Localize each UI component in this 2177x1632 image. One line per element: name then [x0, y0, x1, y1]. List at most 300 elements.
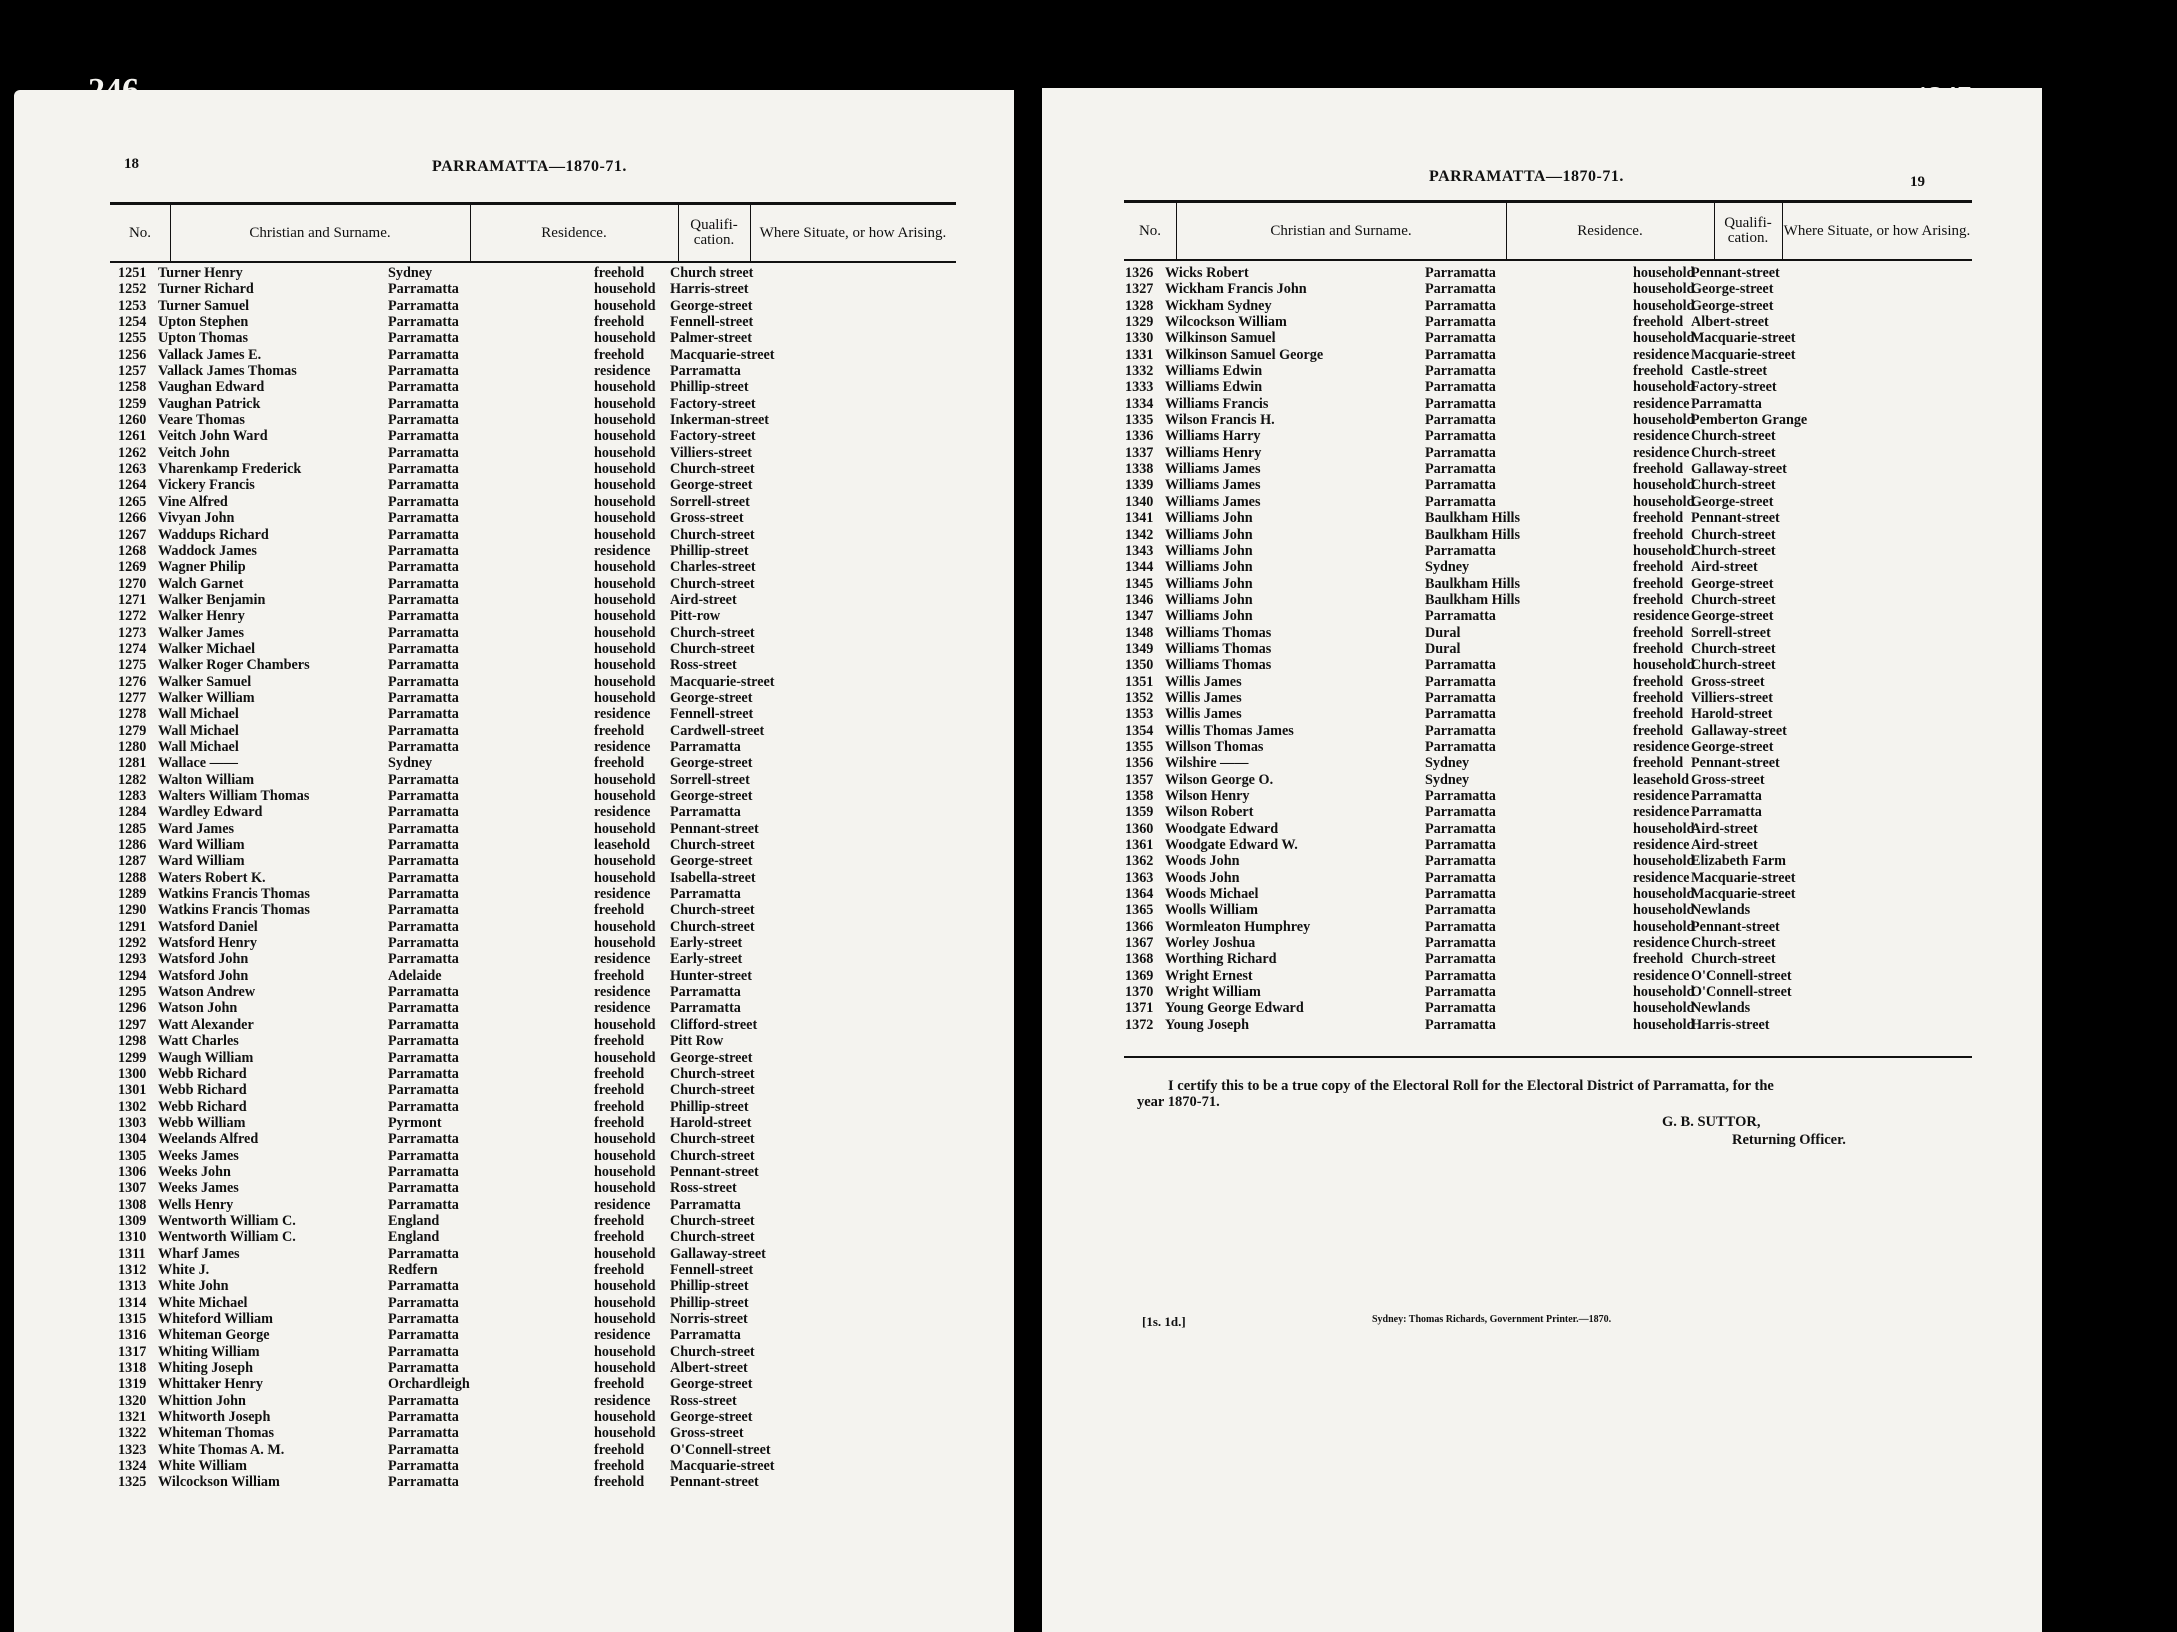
entry-qualification: household [594, 657, 656, 674]
entry-number: 1263 [118, 461, 147, 478]
entry-name: Wickham Francis John [1165, 281, 1307, 298]
entry-qualification: household [594, 1147, 656, 1164]
entry-qualification: freehold [1633, 755, 1684, 772]
entry-where: Parramatta [1691, 788, 1762, 804]
entry-qualification: residence [594, 951, 651, 968]
table-row [118, 1050, 958, 1066]
entry-residence: Parramatta [388, 428, 459, 445]
entry-name: Upton Thomas [158, 330, 249, 347]
entry-name: Ward James [158, 820, 235, 837]
entry-where: Parramatta [670, 804, 741, 821]
entry-where: Harold-street [670, 1114, 752, 1131]
entry-where: Ross-street [670, 1392, 737, 1409]
entry-where: Pennant-street [1691, 755, 1780, 772]
entry-where: Gallaway-street [1691, 461, 1787, 478]
entry-name: Watkins Francis Thomas [158, 886, 310, 903]
entry-residence: Parramatta [1425, 984, 1496, 1001]
table-row [118, 1000, 958, 1016]
table-row [118, 445, 958, 461]
entry-number: 1284 [118, 804, 147, 821]
entry-number: 1299 [118, 1049, 147, 1066]
table-row [118, 1409, 958, 1425]
table-row [118, 1229, 958, 1245]
entry-residence: Parramatta [388, 673, 459, 690]
table-row [1125, 527, 1965, 543]
entry-residence: Parramatta [1425, 461, 1496, 478]
entry-residence: Parramatta [388, 1082, 459, 1099]
table-row [118, 723, 958, 739]
table-row [1125, 935, 1965, 951]
entry-qualification: household [594, 428, 656, 445]
entry-qualification: freehold [1633, 526, 1684, 543]
table-row [1125, 690, 1965, 706]
entry-name: Whiteford William [158, 1311, 273, 1327]
table-row [118, 739, 958, 755]
entry-where: George-street [670, 477, 753, 494]
entry-number: 1276 [118, 673, 147, 690]
entry-name: Walker Samuel [158, 673, 252, 690]
entry-number: 1252 [118, 281, 147, 298]
entry-qualification: freehold [1633, 624, 1684, 641]
entry-number: 1370 [1125, 984, 1154, 1001]
entry-name: Walker Benjamin [158, 591, 266, 608]
entry-name: Whitworth Joseph [158, 1409, 271, 1426]
table-row [1125, 576, 1965, 592]
entry-name: Worthing Richard [1165, 951, 1277, 968]
table-row [118, 592, 958, 608]
entry-where: Fennell-street [670, 1261, 754, 1278]
entry-qualification: household [1633, 412, 1695, 429]
entry-qualification: household [594, 689, 656, 706]
entry-number: 1283 [118, 788, 147, 804]
entry-qualification: household [1633, 984, 1695, 1001]
entry-number: 1347 [1125, 608, 1154, 625]
entry-qualification: freehold [594, 1376, 645, 1393]
entry-where: George-street [670, 755, 753, 772]
entry-qualification: freehold [1633, 575, 1684, 592]
entry-number: 1329 [1125, 314, 1154, 331]
entry-name: Watsford Henry [158, 935, 257, 952]
entry-name: Vaughan Edward [158, 379, 265, 396]
table-row [118, 1131, 958, 1147]
entry-where: Hunter-street [670, 967, 752, 984]
entry-qualification: residence [1633, 444, 1690, 461]
entry-number: 1349 [1125, 640, 1154, 657]
table-row [118, 1327, 958, 1343]
entry-qualification: residence [594, 1196, 651, 1213]
entry-qualification: residence [1633, 738, 1690, 755]
table-row [118, 837, 958, 853]
entry-qualification: household [594, 1409, 656, 1426]
table-header [1124, 200, 1972, 261]
entry-number: 1261 [118, 428, 147, 445]
entry-residence: Parramatta [388, 640, 459, 657]
entry-residence: Parramatta [388, 1180, 459, 1197]
entry-number: 1371 [1125, 1000, 1154, 1017]
entry-number: 1310 [118, 1229, 147, 1246]
entry-qualification: household [594, 1278, 656, 1295]
table-row [1125, 853, 1965, 869]
entry-name: Wall Michael [158, 722, 239, 739]
entry-name: Wright William [1165, 984, 1261, 1001]
entry-residence: Parramatta [388, 363, 459, 380]
entry-residence: Parramatta [388, 1327, 459, 1344]
entry-name: Webb Richard [158, 1065, 247, 1082]
table-row [118, 379, 958, 395]
entry-residence: Pyrmont [388, 1114, 442, 1131]
entry-number: 1353 [1125, 706, 1154, 723]
entry-number: 1269 [118, 559, 147, 576]
table-row [118, 494, 958, 510]
entry-where: Sorrell-street [1691, 624, 1771, 641]
entry-qualification: household [594, 1049, 656, 1066]
entry-qualification: household [594, 591, 656, 608]
table-row [1125, 510, 1965, 526]
entry-where: Church-street [670, 640, 755, 657]
entry-residence: Sydney [388, 755, 433, 772]
header-qualification: Qualifi-cation. [678, 205, 751, 261]
entry-where: Church-street [1691, 542, 1776, 559]
entry-qualification: household [594, 1343, 656, 1360]
entry-where: Albert-street [1691, 314, 1769, 331]
entry-qualification: residence [594, 804, 651, 821]
entry-residence: Dural [1425, 624, 1461, 641]
entry-residence: Sydney [1425, 755, 1470, 772]
entry-residence: Parramatta [1425, 657, 1496, 674]
entry-where: Parramatta [670, 886, 741, 903]
entry-qualification: freehold [1633, 689, 1684, 706]
entry-number: 1266 [118, 510, 147, 527]
entry-residence: Parramatta [1425, 689, 1496, 706]
entry-residence: Parramatta [388, 771, 459, 788]
entry-name: Williams James [1165, 493, 1261, 510]
entry-number: 1318 [118, 1360, 147, 1377]
entry-residence: Parramatta [388, 1196, 459, 1213]
entry-where: Aird-street [1691, 820, 1758, 837]
entry-name: Woodgate Edward [1165, 820, 1279, 837]
table-row [118, 935, 958, 951]
entry-number: 1327 [1125, 281, 1154, 298]
entry-where: Church-street [670, 1343, 755, 1360]
entry-name: Vharenkamp Frederick [158, 461, 302, 478]
entry-where: George-street [670, 1409, 753, 1426]
entry-name: Wentworth William C. [158, 1212, 296, 1229]
entry-number: 1282 [118, 771, 147, 788]
table-row [1125, 968, 1965, 984]
entry-number: 1362 [1125, 853, 1154, 870]
entry-residence: Adelaide [388, 967, 442, 984]
entry-number: 1253 [118, 297, 147, 314]
entry-where: Sorrell-street [670, 771, 750, 788]
entry-qualification: household [594, 640, 656, 657]
divider [1124, 1056, 1972, 1058]
entry-qualification: household [594, 1294, 656, 1311]
entry-number: 1333 [1125, 379, 1154, 396]
entry-qualification: household [1633, 886, 1695, 903]
entry-residence: Parramatta [388, 1245, 459, 1262]
table-row [118, 657, 958, 673]
entry-number: 1304 [118, 1131, 147, 1148]
entry-qualification: freehold [1633, 591, 1684, 608]
entry-where: Newlands [1691, 902, 1751, 919]
entry-number: 1287 [118, 853, 147, 870]
table-row [118, 886, 958, 902]
entry-qualification: household [594, 1016, 656, 1033]
entry-residence: Parramatta [1425, 542, 1496, 559]
entry-number: 1275 [118, 657, 147, 674]
entry-number: 1332 [1125, 363, 1154, 380]
entry-number: 1369 [1125, 967, 1154, 984]
entry-where: George-street [670, 1049, 753, 1066]
entry-name: Veitch John Ward [158, 428, 268, 445]
entry-name: Willis James [1165, 689, 1242, 706]
entry-qualification: residence [1633, 837, 1690, 854]
table-row [1125, 281, 1965, 297]
entry-where: Church-street [1691, 935, 1776, 952]
entry-name: Whiting Joseph [158, 1360, 254, 1377]
entry-number: 1297 [118, 1016, 147, 1033]
entry-number: 1307 [118, 1180, 147, 1197]
table-row [118, 1474, 958, 1490]
entry-residence: Parramatta [388, 1049, 459, 1066]
entry-where: Pitt-row [670, 608, 721, 625]
entry-name: Woolls William [1165, 902, 1258, 919]
entry-residence: Parramatta [388, 853, 459, 870]
entry-where: O'Connell-street [1691, 984, 1792, 1001]
entry-number: 1262 [118, 444, 147, 461]
entry-number: 1255 [118, 330, 147, 347]
entry-name: Walker William [158, 689, 255, 706]
entry-residence: England [388, 1229, 440, 1246]
entry-where: Gallaway-street [670, 1245, 766, 1262]
entry-qualification: freehold [594, 967, 645, 984]
entry-name: Watkins Francis Thomas [158, 902, 310, 919]
entry-qualification: household [594, 771, 656, 788]
entry-name: Watsford John [158, 967, 249, 984]
entry-number: 1346 [1125, 591, 1154, 608]
entry-residence: Parramatta [1425, 379, 1496, 396]
entry-number: 1320 [118, 1392, 147, 1409]
table-row [118, 1344, 958, 1360]
entry-qualification: residence [1633, 869, 1690, 886]
entry-where: Parramatta [670, 984, 741, 1001]
entry-qualification: household [594, 1425, 656, 1442]
table-row [1125, 788, 1965, 804]
entry-qualification: household [1633, 281, 1695, 298]
table-row [118, 477, 958, 493]
entry-number: 1368 [1125, 951, 1154, 968]
table-row [1125, 379, 1965, 395]
entry-name: Vine Alfred [158, 493, 228, 510]
entry-name: Whiteman Thomas [158, 1425, 275, 1442]
entry-qualification: household [594, 575, 656, 592]
entry-where: Pemberton Grange [1691, 412, 1808, 429]
entry-where: Macquarie-street [670, 1458, 775, 1475]
table-row [118, 1115, 958, 1131]
entry-number: 1356 [1125, 755, 1154, 772]
entry-qualification: freehold [594, 1033, 645, 1050]
entry-name: Weeks John [158, 1163, 231, 1180]
entry-name: Woods John [1165, 853, 1240, 870]
entry-where: Macquarie-street [1691, 869, 1796, 886]
running-head: PARRAMATTA—1870-71. [1429, 168, 1624, 185]
entry-where: Church-street [670, 1082, 755, 1099]
entry-residence: Parramatta [388, 1441, 459, 1458]
entry-qualification: household [594, 918, 656, 935]
entry-where: Fennell-street [670, 314, 754, 331]
entry-name: Williams John [1165, 510, 1253, 527]
entry-qualification: household [594, 673, 656, 690]
entry-qualification: household [1633, 297, 1695, 314]
table-row [118, 1066, 958, 1082]
table-row [1125, 902, 1965, 918]
entry-residence: Parramatta [1425, 281, 1496, 298]
entry-where: Clifford-street [670, 1016, 758, 1033]
entry-where: Isabella-street [670, 869, 756, 886]
entry-number: 1328 [1125, 297, 1154, 314]
entry-number: 1345 [1125, 575, 1154, 592]
entry-where: Church-street [1691, 428, 1776, 445]
entry-qualification: household [594, 869, 656, 886]
entry-residence: Parramatta [388, 379, 459, 396]
table-row [1125, 837, 1965, 853]
entry-number: 1363 [1125, 869, 1154, 886]
entry-name: Wormleaton Humphrey [1165, 918, 1311, 935]
entry-name: Wall Michael [158, 738, 239, 755]
entry-number: 1315 [118, 1311, 147, 1327]
header-qualification: Qualifi-cation. [1714, 203, 1783, 259]
table-row [1125, 772, 1965, 788]
entry-where: Phillip-street [670, 1098, 749, 1115]
entry-name: Worley Joshua [1165, 935, 1256, 952]
table-row [118, 461, 958, 477]
entry-where: Early-street [670, 951, 743, 968]
entry-qualification: residence [1633, 346, 1690, 363]
certificate-line-2: year 1870-71. [1137, 1094, 1220, 1110]
table-row [118, 1017, 958, 1033]
entry-name: Williams John [1165, 559, 1253, 576]
entry-name: Williams Henry [1165, 444, 1262, 461]
entry-number: 1302 [118, 1098, 147, 1115]
entry-qualification: household [594, 395, 656, 412]
entry-residence: Parramatta [1425, 395, 1496, 412]
entry-qualification: household [594, 379, 656, 396]
entry-qualification: household [594, 1163, 656, 1180]
entry-qualification: household [594, 1360, 656, 1377]
entry-number: 1358 [1125, 788, 1154, 804]
entry-where: Church-street [670, 918, 755, 935]
entry-name: Ward William [158, 853, 245, 870]
entry-name: Webb Richard [158, 1082, 247, 1099]
entry-residence: Parramatta [1425, 673, 1496, 690]
entry-residence: Parramatta [388, 461, 459, 478]
table-row [1125, 494, 1965, 510]
entry-residence: Parramatta [388, 542, 459, 559]
table-row [118, 1213, 958, 1229]
entry-where: Harold-street [1691, 706, 1773, 723]
entry-number: 1322 [118, 1425, 147, 1442]
entry-where: O'Connell-street [670, 1441, 771, 1458]
entry-where: Ross-street [670, 1180, 737, 1197]
table-row [118, 1425, 958, 1441]
table-row [118, 1458, 958, 1474]
entry-qualification: household [594, 559, 656, 576]
entry-where: George-street [670, 689, 753, 706]
entry-number: 1264 [118, 477, 147, 494]
entry-number: 1260 [118, 412, 147, 429]
entry-residence: Redfern [388, 1261, 438, 1278]
header-name: Christian and Surname. [170, 205, 471, 261]
entry-name: Wilson Henry [1165, 788, 1250, 804]
entry-name: Waddock James [158, 542, 257, 559]
entry-name: Vickery Francis [158, 477, 255, 494]
entry-qualification: household [1633, 853, 1695, 870]
entry-where: George-street [1691, 608, 1774, 625]
entry-where: Pennant-street [1691, 510, 1780, 527]
entry-name: White William [158, 1458, 247, 1475]
header-name: Christian and Surname. [1176, 203, 1507, 259]
entry-where: Church-street [1691, 951, 1776, 968]
entry-number: 1372 [1125, 1016, 1154, 1033]
entry-name: Wright Ernest [1165, 967, 1253, 984]
entry-where: Church-street [1691, 526, 1776, 543]
entry-name: Walters William Thomas [158, 788, 310, 804]
table-row [118, 510, 958, 526]
entry-residence: Parramatta [388, 591, 459, 608]
entry-qualification: freehold [594, 1441, 645, 1458]
entry-number: 1338 [1125, 461, 1154, 478]
entry-residence: Parramatta [388, 1360, 459, 1377]
entry-where: Church-street [670, 575, 755, 592]
entry-name: Wilson Francis H. [1165, 412, 1275, 429]
entry-residence: Parramatta [388, 1147, 459, 1164]
entry-number: 1256 [118, 346, 147, 363]
entry-residence: Parramatta [388, 657, 459, 674]
entry-residence: Parramatta [388, 444, 459, 461]
entry-qualification: household [594, 1245, 656, 1262]
table-row [1125, 1017, 1965, 1033]
entry-residence: Parramatta [1425, 608, 1496, 625]
entry-qualification: household [1633, 330, 1695, 347]
entry-residence: Orchardleigh [388, 1376, 470, 1393]
entry-number: 1254 [118, 314, 147, 331]
entry-number: 1274 [118, 640, 147, 657]
left-page [14, 90, 1014, 1632]
table-row [1125, 428, 1965, 444]
table-row [118, 314, 958, 330]
entry-residence: Parramatta [388, 297, 459, 314]
entry-qualification: freehold [594, 346, 645, 363]
right-page [1042, 88, 2042, 1632]
entry-residence: Parramatta [1425, 837, 1496, 854]
entry-number: 1321 [118, 1409, 147, 1426]
entry-number: 1323 [118, 1441, 147, 1458]
entry-name: Woods John [1165, 869, 1240, 886]
table-row [1125, 314, 1965, 330]
entry-where: Phillip-street [670, 542, 749, 559]
entry-qualification: residence [1633, 608, 1690, 625]
entry-qualification: household [1633, 1016, 1695, 1033]
entry-where: George-street [1691, 297, 1774, 314]
entry-residence: Parramatta [388, 869, 459, 886]
table-row [1125, 755, 1965, 771]
entry-number: 1290 [118, 902, 147, 919]
entry-residence: Parramatta [388, 1392, 459, 1409]
entry-number: 1350 [1125, 657, 1154, 674]
table-row [1125, 543, 1965, 559]
entry-qualification: residence [594, 738, 651, 755]
entry-qualification: household [1633, 1000, 1695, 1017]
